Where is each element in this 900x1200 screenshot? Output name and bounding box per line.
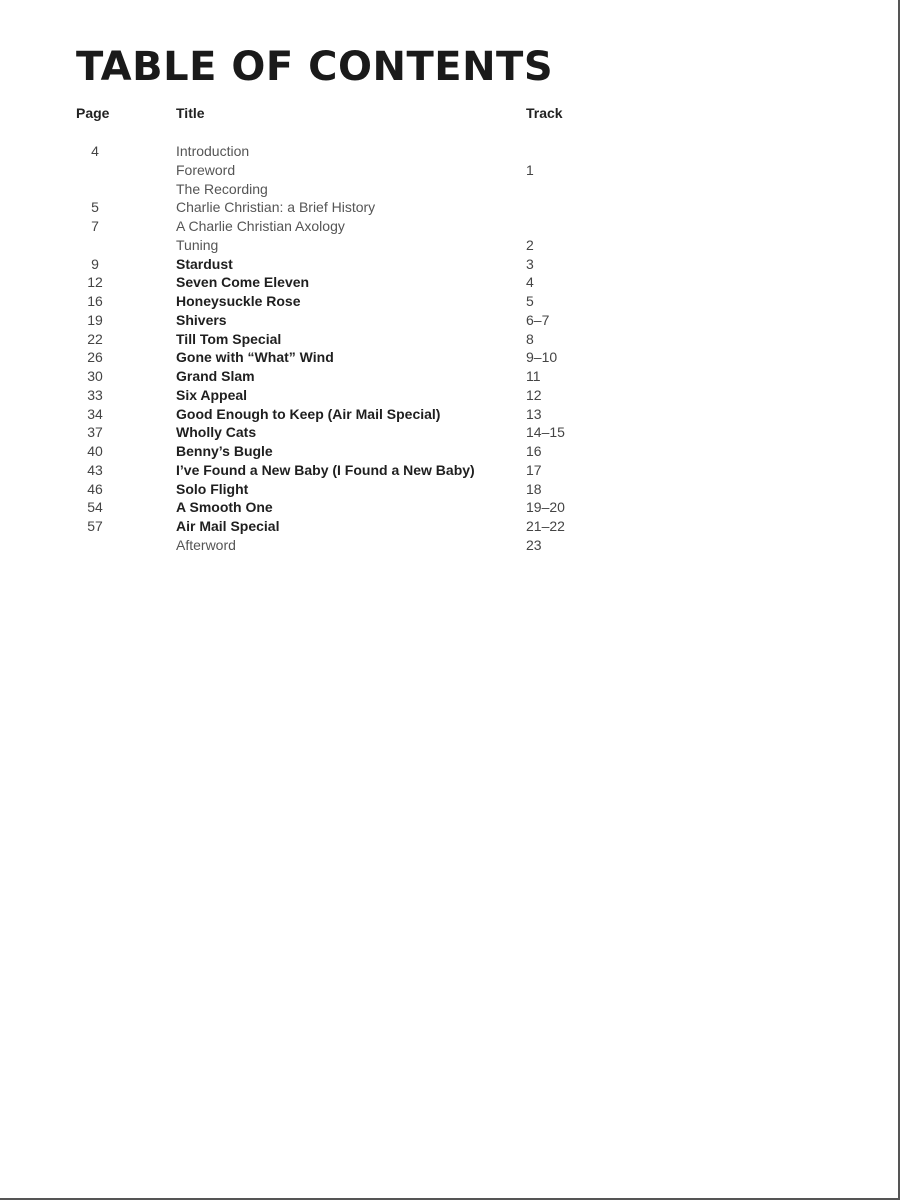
toc-entry-page: 26 bbox=[87, 349, 103, 366]
toc-entry-track: 9–10 bbox=[526, 349, 558, 366]
toc-entry bbox=[0, 461, 900, 480]
toc-entry-title: A Smooth One bbox=[176, 499, 273, 516]
toc-entry-page: 43 bbox=[87, 461, 103, 478]
toc-list bbox=[0, 142, 900, 555]
toc-entry-track: 13 bbox=[526, 405, 542, 422]
toc-entry bbox=[0, 480, 900, 499]
toc-entry-title: Good Enough to Keep (Air Mail Special) bbox=[176, 405, 441, 422]
toc-entry-track: 2 bbox=[526, 236, 534, 253]
toc-entry-page: 33 bbox=[87, 386, 103, 403]
toc-entry bbox=[0, 498, 900, 517]
toc-entry-title: Six Appeal bbox=[176, 386, 248, 403]
toc-entry bbox=[0, 255, 900, 274]
toc-entry-title: Stardust bbox=[176, 255, 233, 272]
toc-entry bbox=[0, 198, 900, 217]
column-header-title: Title bbox=[176, 105, 205, 121]
column-header-track: Track bbox=[526, 105, 563, 121]
toc-entry-page: 7 bbox=[91, 218, 99, 234]
toc-entry-title: Charlie Christian: a Brief History bbox=[176, 199, 376, 216]
toc-entry-page: 12 bbox=[87, 274, 103, 291]
toc-entry-track: 16 bbox=[526, 443, 542, 459]
toc-entry bbox=[0, 405, 900, 424]
toc-entry bbox=[0, 330, 900, 349]
toc-entry-page: 16 bbox=[87, 293, 103, 309]
toc-entry bbox=[0, 161, 900, 180]
toc-entry bbox=[0, 442, 900, 461]
toc-entry-track: 1 bbox=[526, 161, 534, 178]
toc-entry bbox=[0, 142, 900, 161]
toc-entry-track: 8 bbox=[526, 330, 534, 347]
toc-entry-page: 40 bbox=[87, 443, 103, 459]
toc-entry bbox=[0, 386, 900, 405]
toc-entry-page: 30 bbox=[87, 368, 103, 384]
toc-entry-page: 46 bbox=[87, 480, 103, 497]
toc-entry-title: Foreword bbox=[176, 161, 236, 178]
toc-entry bbox=[0, 517, 900, 536]
toc-entry-title: Till Tom Special bbox=[176, 330, 282, 347]
toc-entry bbox=[0, 180, 900, 199]
toc-entry-title: Honeysuckle Rose bbox=[176, 293, 301, 309]
toc-entry-title: A Charlie Christian Axology bbox=[176, 218, 345, 234]
toc-entry-track: 12 bbox=[526, 386, 542, 403]
page-title: TABLE OF CONTENTS bbox=[76, 44, 554, 90]
toc-entry-track: 11 bbox=[526, 368, 541, 384]
toc-entry bbox=[0, 292, 900, 311]
toc-entry bbox=[0, 311, 900, 330]
toc-entry bbox=[0, 348, 900, 367]
toc-entry-page: 5 bbox=[91, 199, 99, 216]
toc-entry-title: Seven Come Eleven bbox=[176, 274, 310, 291]
toc-entry-track: 14–15 bbox=[526, 424, 565, 441]
toc-entry-track: 19–20 bbox=[526, 499, 565, 516]
toc-entry-title: Afterword bbox=[176, 536, 236, 553]
toc-entry-title: Solo Flight bbox=[176, 480, 249, 497]
toc-entry bbox=[0, 536, 900, 555]
toc-entry-page: 19 bbox=[87, 311, 103, 328]
toc-entry-page: 57 bbox=[87, 518, 103, 534]
toc-entry-track: 4 bbox=[526, 274, 534, 291]
toc-entry-title: Introduction bbox=[176, 143, 250, 159]
toc-entry-track: 6–7 bbox=[526, 311, 550, 328]
toc-entry-title: Grand Slam bbox=[176, 368, 255, 384]
toc-entry-title: I’ve Found a New Baby (I Found a New Baby) bbox=[176, 461, 475, 478]
toc-entry-title: Benny’s Bugle bbox=[176, 443, 273, 459]
toc-entry-track: 18 bbox=[526, 480, 542, 497]
toc-entry bbox=[0, 273, 900, 292]
toc-entry-track: 3 bbox=[526, 255, 534, 272]
toc-entry-page: 4 bbox=[91, 143, 99, 159]
toc-entry bbox=[0, 236, 900, 255]
toc-entry-page: 37 bbox=[87, 424, 103, 441]
toc-entry-track: 17 bbox=[526, 461, 542, 478]
toc-entry-track: 5 bbox=[526, 293, 534, 309]
toc-entry-title: The Recording bbox=[176, 180, 268, 197]
toc-entry bbox=[0, 367, 900, 386]
toc-entry bbox=[0, 423, 900, 442]
toc-entry-track: 21–22 bbox=[526, 518, 565, 534]
toc-entry-title: Tuning bbox=[176, 236, 219, 253]
toc-entry-page: 22 bbox=[87, 330, 103, 347]
toc-entry-title: Air Mail Special bbox=[176, 518, 280, 534]
toc-entry-page: 9 bbox=[91, 255, 99, 272]
toc-entry-track: 23 bbox=[526, 536, 542, 553]
toc-entry-page: 34 bbox=[87, 405, 103, 422]
toc-entry-title: Gone with “What” Wind bbox=[176, 349, 334, 366]
column-header-page: Page bbox=[76, 105, 110, 121]
toc-entry-title: Wholly Cats bbox=[176, 424, 257, 441]
toc-entry bbox=[0, 217, 900, 236]
toc-entry-page: 54 bbox=[87, 499, 103, 516]
toc-entry-title: Shivers bbox=[176, 311, 227, 328]
